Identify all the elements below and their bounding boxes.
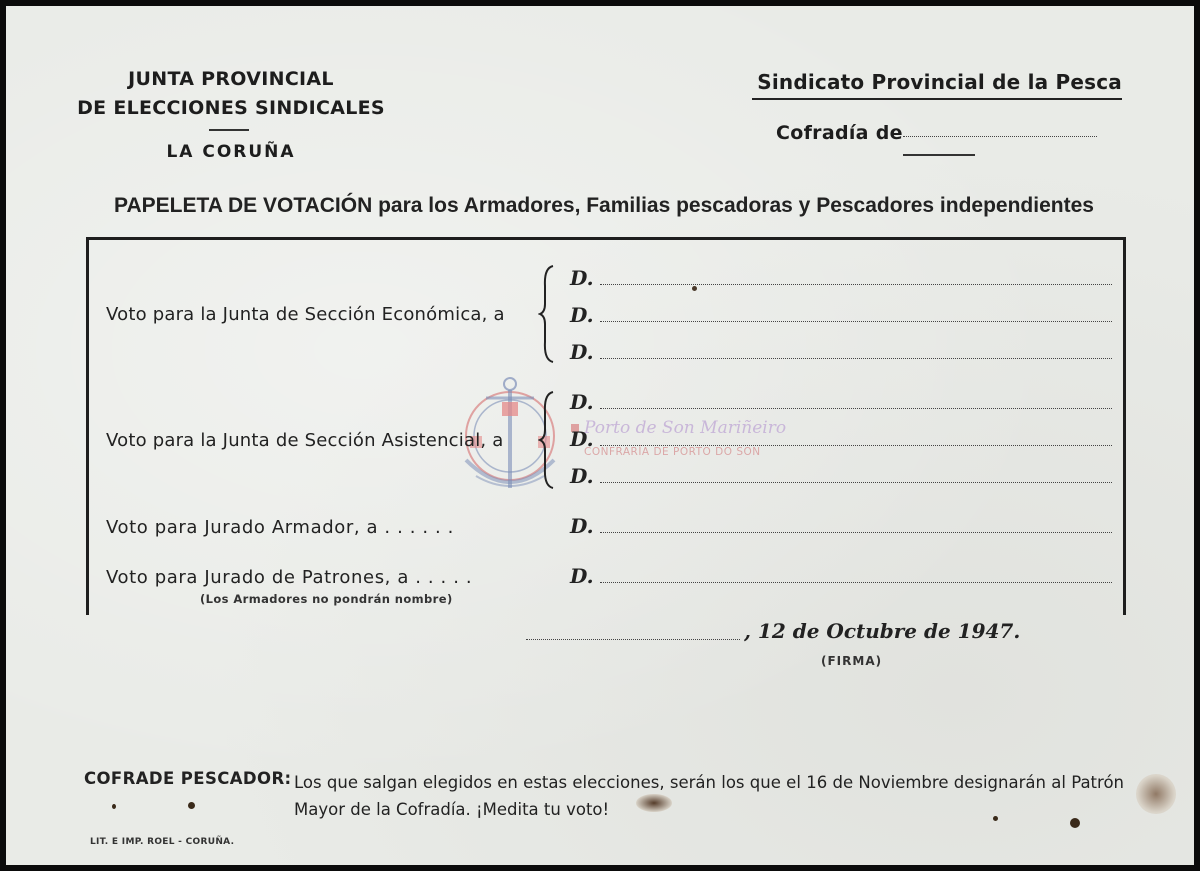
vote-asistencial-field-3[interactable] (600, 482, 1112, 483)
vote-asistencial-label: Voto para la Junta de Sección Asistencial, a (106, 430, 504, 451)
ballot-title: PAPELETA DE VOTACIÓN para los Armadores, Familias pescadoras y Pescadores independientes (114, 194, 1094, 217)
stain-mark (1070, 818, 1080, 828)
vote-economica-label: Voto para la Junta de Sección Económica, a (106, 304, 505, 325)
sindicato-title: Sindicato Provincial de la Pesca (757, 70, 1122, 94)
city-label: LA CORUÑA (166, 142, 296, 162)
stain-mark (636, 794, 672, 812)
d-prefix: D. (570, 427, 594, 451)
d-prefix: D. (570, 390, 594, 414)
stain-mark (112, 804, 116, 809)
d-prefix: D. (570, 266, 594, 290)
vote-armador-field[interactable] (600, 532, 1112, 533)
header-divider (209, 129, 249, 131)
vote-economica-field-1[interactable] (600, 284, 1112, 285)
junta-title-line2: DE ELECCIONES SINDICALES (77, 97, 385, 119)
ballot-paper (6, 6, 1194, 865)
d-prefix: D. (570, 564, 594, 588)
d-prefix: D. (570, 464, 594, 488)
footer-label: COFRADE PESCADOR: (84, 769, 292, 788)
stain-mark (188, 802, 195, 809)
ballot-date: , 12 de Octubre de 1947. (744, 619, 1021, 643)
stain-mark (692, 286, 697, 291)
vote-economica-field-3[interactable] (600, 358, 1112, 359)
sindicato-underline (752, 98, 1122, 100)
d-prefix: D. (570, 303, 594, 327)
brace-asistencial-icon (538, 390, 558, 490)
vote-asistencial-field-1[interactable] (600, 408, 1112, 409)
place-field[interactable] (526, 639, 740, 640)
watermark-brand: Porto de Son Mariñeiro (584, 418, 787, 438)
vote-patrones-field[interactable] (600, 582, 1112, 583)
d-prefix: D. (570, 514, 594, 538)
cofradia-field-underline (903, 154, 975, 156)
signature-label: (FIRMA) (821, 654, 883, 668)
vote-asistencial-field-2[interactable] (600, 445, 1112, 446)
stain-mark (993, 816, 998, 821)
cofradia-field[interactable] (903, 136, 1097, 137)
footer-text: Los que salgan elegidos en estas elecciones, serán los que el 16 de Noviembre designarán al Patrón Mayor de la Cofradía. ¡Medita tu voto! (294, 773, 1124, 819)
patrones-note: (Los Armadores no pondrán nombre) (200, 592, 453, 606)
junta-title-line1: JUNTA PROVINCIAL (128, 68, 334, 90)
stain-mark (1136, 774, 1176, 814)
cofradia-label: Cofradía de (776, 122, 903, 144)
brace-economica-icon (538, 264, 558, 364)
printer-credit: LIT. E IMP. ROEL - CORUÑA. (90, 837, 235, 847)
watermark-subtitle: CONFRARÍA DE PORTO DO SON (584, 446, 761, 458)
vote-economica-field-2[interactable] (600, 321, 1112, 322)
d-prefix: D. (570, 340, 594, 364)
vote-armador-label: Voto para Jurado Armador, a . . . . . . (106, 517, 454, 538)
vote-patrones-label: Voto para Jurado de Patrones, a . . . . . (106, 567, 473, 588)
